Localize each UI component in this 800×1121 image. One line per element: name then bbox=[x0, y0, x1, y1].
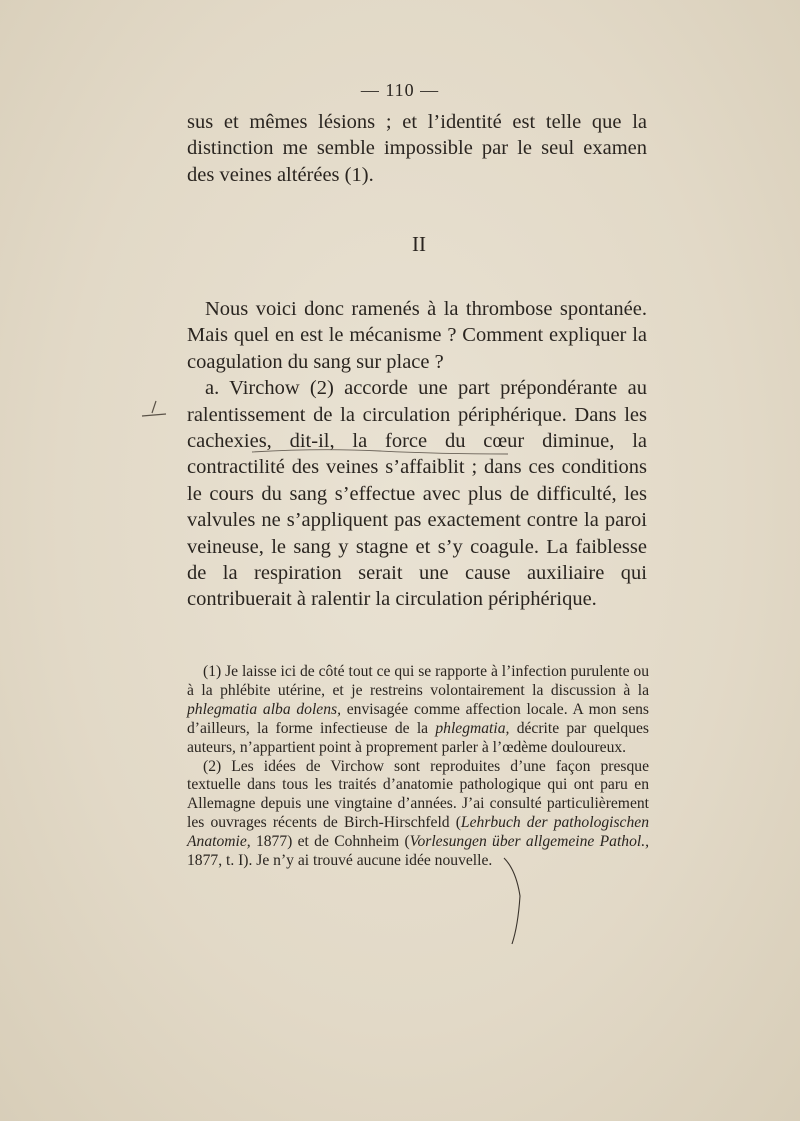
paragraph-2: Nous voici donc ramenés à la thrombose spontanée. Mais quel en est le mécanisme ? Comment expliquer la coagulation du sang sur place ? bbox=[187, 298, 647, 373]
footnotes bbox=[187, 663, 649, 871]
paragraph-3: a. Virchow (2) accorde une part prépondérante au ralentissement de la circulation périphérique. Dans les cachexies, dit-il, la force du cœur diminue, la contractilité des veines s’affaiblit ; dans ces conditions le cours du sang s’effectue avec plus de difficulté, les valvules ne s’appliquent pas exactement contre la paroi veineuse, le sang y stagne et s’y coagule. La faiblesse de la respiration serait une cause auxiliaire qui contribuerait à ralentir la circulation périphérique. bbox=[187, 377, 647, 611]
pencil-margin-mark bbox=[140, 398, 170, 422]
paragraph-continuation bbox=[187, 109, 647, 188]
page-number: — 110 — bbox=[360, 80, 440, 100]
pencil-vertical-line bbox=[496, 856, 536, 946]
footnote-2: (2) Les idées de Virchow sont reproduites d’une façon presque textuelle dans tous les traités d’anatomie pathologique qui ont paru en Allemagne depuis une vingtaine d’années. J’ai consulté particulièrement les ouvrages récents de Birch-Hirschfeld (Lehrbuch der pathologischen Anatomie, 1877) et de Cohnheim (Vorlesungen über allgemeine Pathol., 1877, t. I). Je n’y ai trouvé aucune idée nouvelle. bbox=[187, 757, 649, 870]
section-heading: II bbox=[412, 232, 426, 256]
pencil-underline bbox=[250, 446, 510, 462]
paragraph-1: sus et mêmes lésions ; et l’identité est telle que la distinction me semble impossible par le seul examen des veines altérées (1). bbox=[187, 111, 647, 186]
footnote-1: (1) Je laisse ici de côté tout ce qui se rapporte à l’infection purulente ou à la phlébite utérine, et je restreins volontairement la discussion à la phlegmatia alba dolens, envisagée comme affection locale. A mon sens d’ailleurs, la forme infectieuse de la phlegmatia, décrite par quelques auteurs, n’appartient point à proprement parler à l’œdème douloureux. bbox=[187, 663, 649, 756]
